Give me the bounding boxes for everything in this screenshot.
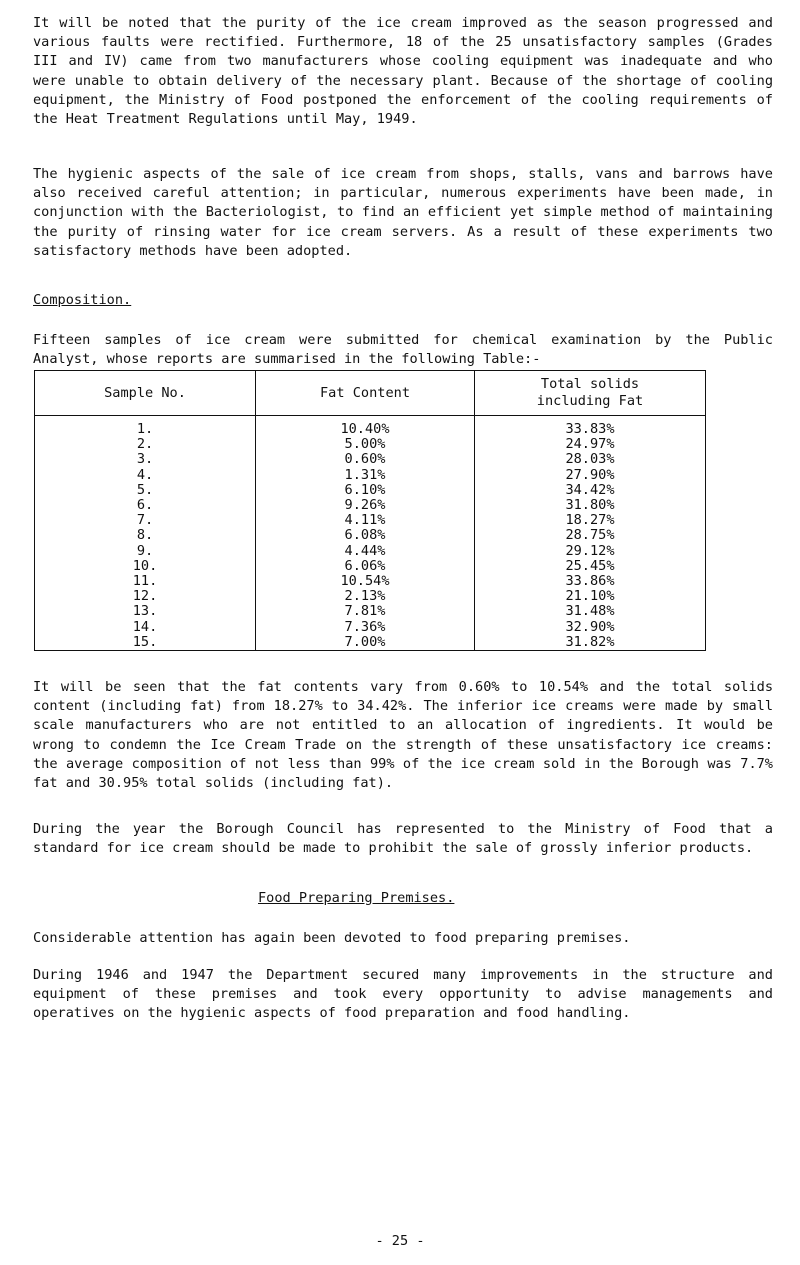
paragraph-borough-council: During the year the Borough Council has represented to the Ministry of Food that a standard for ice cream should be made to prohibit the sale of grossly inferior products. bbox=[33, 821, 773, 857]
fat-content-cell: 7.81% bbox=[256, 604, 475, 619]
table-row bbox=[35, 452, 706, 467]
fat-content-cell: 10.40% bbox=[256, 416, 475, 438]
total-solids-cell: 21.10% bbox=[475, 589, 706, 604]
paragraph-hygienic-aspects: The hygienic aspects of the sale of ice cream from shops, stalls, vans and barrows have also received careful attention; in particular, numerous experiments have been made, in conjunction with the Bacteriologist, to find an efficient yet simple method of maintaining the purity of rinsing water for ice cream servers. As a result of these experiments two satisfactory methods have been adopted. bbox=[33, 166, 773, 259]
table-row bbox=[35, 604, 706, 619]
total-solids-cell: 18.27% bbox=[475, 513, 706, 528]
total-solids-cell: 25.45% bbox=[475, 559, 706, 574]
table-row bbox=[35, 559, 706, 574]
fat-content-cell: 2.13% bbox=[256, 589, 475, 604]
total-solids-cell: 32.90% bbox=[475, 620, 706, 635]
including-fat-label: including Fat bbox=[536, 393, 644, 409]
paragraph-department-improvements: During 1946 and 1947 the Department secured many improvements in the structure and equipment of these premises and took every opportunity to advise managements and operatives on the hygienic aspects of food preparation and food handling. bbox=[33, 967, 773, 1022]
table-row bbox=[35, 574, 706, 589]
ice-cream-samples-table bbox=[34, 370, 706, 651]
fat-content-cell: 7.36% bbox=[256, 620, 475, 635]
sample-no-cell: 3. bbox=[35, 452, 256, 467]
total-solids-cell: 28.03% bbox=[475, 452, 706, 467]
table-row bbox=[35, 468, 706, 483]
sample-no-cell: 4. bbox=[35, 468, 256, 483]
table-row bbox=[35, 528, 706, 543]
table-row bbox=[35, 635, 706, 651]
table-row bbox=[35, 437, 706, 452]
fat-content-cell: 4.44% bbox=[256, 544, 475, 559]
fat-content-cell: 4.11% bbox=[256, 513, 475, 528]
fat-content-cell: 6.10% bbox=[256, 483, 475, 498]
page-number: - 25 - bbox=[375, 1233, 425, 1249]
column-header-total-solids bbox=[475, 371, 706, 416]
sample-no-cell: 6. bbox=[35, 498, 256, 513]
composition-heading: Composition. bbox=[33, 292, 132, 308]
sample-no-cell: 9. bbox=[35, 544, 256, 559]
sample-no-cell: 15. bbox=[35, 635, 256, 651]
total-solids-cell: 34.42% bbox=[475, 483, 706, 498]
fat-content-cell: 0.60% bbox=[256, 452, 475, 467]
fat-content-cell: 6.06% bbox=[256, 559, 475, 574]
sample-no-cell: 14. bbox=[35, 620, 256, 635]
fat-content-cell: 1.31% bbox=[256, 468, 475, 483]
fat-content-cell: 6.08% bbox=[256, 528, 475, 543]
paragraph-ice-cream-purity: It will be noted that the purity of the ice cream improved as the season progressed and various faults were rectified. Furthermore, 18 of the 25 unsatisfactory samples (Grades III and IV) came from two manufacturers whose cooling equipment was inadequate and who were unable to obtain delivery of the necessary plant. Because of the shortage of cooling equipment, the Ministry of Food postponed the enforcement of the cooling requirements of the Heat Treatment Regulations until May, 1949. bbox=[33, 15, 773, 128]
table-row bbox=[35, 513, 706, 528]
total-solids-label: Total solids bbox=[540, 376, 640, 392]
sample-no-cell: 8. bbox=[35, 528, 256, 543]
column-header-sample-no: Sample No. bbox=[35, 371, 256, 416]
sample-no-cell: 7. bbox=[35, 513, 256, 528]
table-row bbox=[35, 544, 706, 559]
sample-no-cell: 10. bbox=[35, 559, 256, 574]
table-header-row bbox=[35, 371, 706, 416]
paragraph-considerable-attention: Considerable attention has again been devoted to food preparing premises. bbox=[33, 930, 631, 946]
table-row bbox=[35, 620, 706, 635]
food-preparing-premises-heading: Food Preparing Premises. bbox=[258, 890, 455, 906]
sample-no-cell: 1. bbox=[35, 416, 256, 438]
fat-content-cell: 5.00% bbox=[256, 437, 475, 452]
fat-content-cell: 9.26% bbox=[256, 498, 475, 513]
total-solids-cell: 31.82% bbox=[475, 635, 706, 651]
sample-no-cell: 11. bbox=[35, 574, 256, 589]
total-solids-cell: 24.97% bbox=[475, 437, 706, 452]
table-row bbox=[35, 498, 706, 513]
total-solids-cell: 31.48% bbox=[475, 604, 706, 619]
fat-content-cell: 7.00% bbox=[256, 635, 475, 651]
table-row bbox=[35, 589, 706, 604]
sample-no-cell: 13. bbox=[35, 604, 256, 619]
total-solids-cell: 27.90% bbox=[475, 468, 706, 483]
table-row bbox=[35, 416, 706, 438]
total-solids-cell: 31.80% bbox=[475, 498, 706, 513]
sample-no-cell: 5. bbox=[35, 483, 256, 498]
total-solids-cell: 33.83% bbox=[475, 416, 706, 438]
sample-no-cell: 12. bbox=[35, 589, 256, 604]
table-row bbox=[35, 483, 706, 498]
total-solids-cell: 29.12% bbox=[475, 544, 706, 559]
total-solids-cell: 28.75% bbox=[475, 528, 706, 543]
fat-content-cell: 10.54% bbox=[256, 574, 475, 589]
paragraph-fat-contents-vary: It will be seen that the fat contents vary from 0.60% to 10.54% and the total solids content (including fat) from 18.27% to 34.42%. The inferior ice creams were made by small scale manufacturers who are not entitled to an allocation of ingredients. It would be wrong to condemn the Ice Cream Trade on the strength of these unsatisfactory ice creams: the average composition of not less than 99% of the ice cream sold in the Borough was 7.7% fat and 30.95% total solids (including fat). bbox=[33, 679, 773, 792]
total-solids-cell: 33.86% bbox=[475, 574, 706, 589]
paragraph-fifteen-samples: Fifteen samples of ice cream were submitted for chemical examination by the Public Analyst, whose reports are summarised in the following Table:- bbox=[33, 332, 773, 368]
sample-no-cell: 2. bbox=[35, 437, 256, 452]
column-header-fat-content: Fat Content bbox=[256, 371, 475, 416]
